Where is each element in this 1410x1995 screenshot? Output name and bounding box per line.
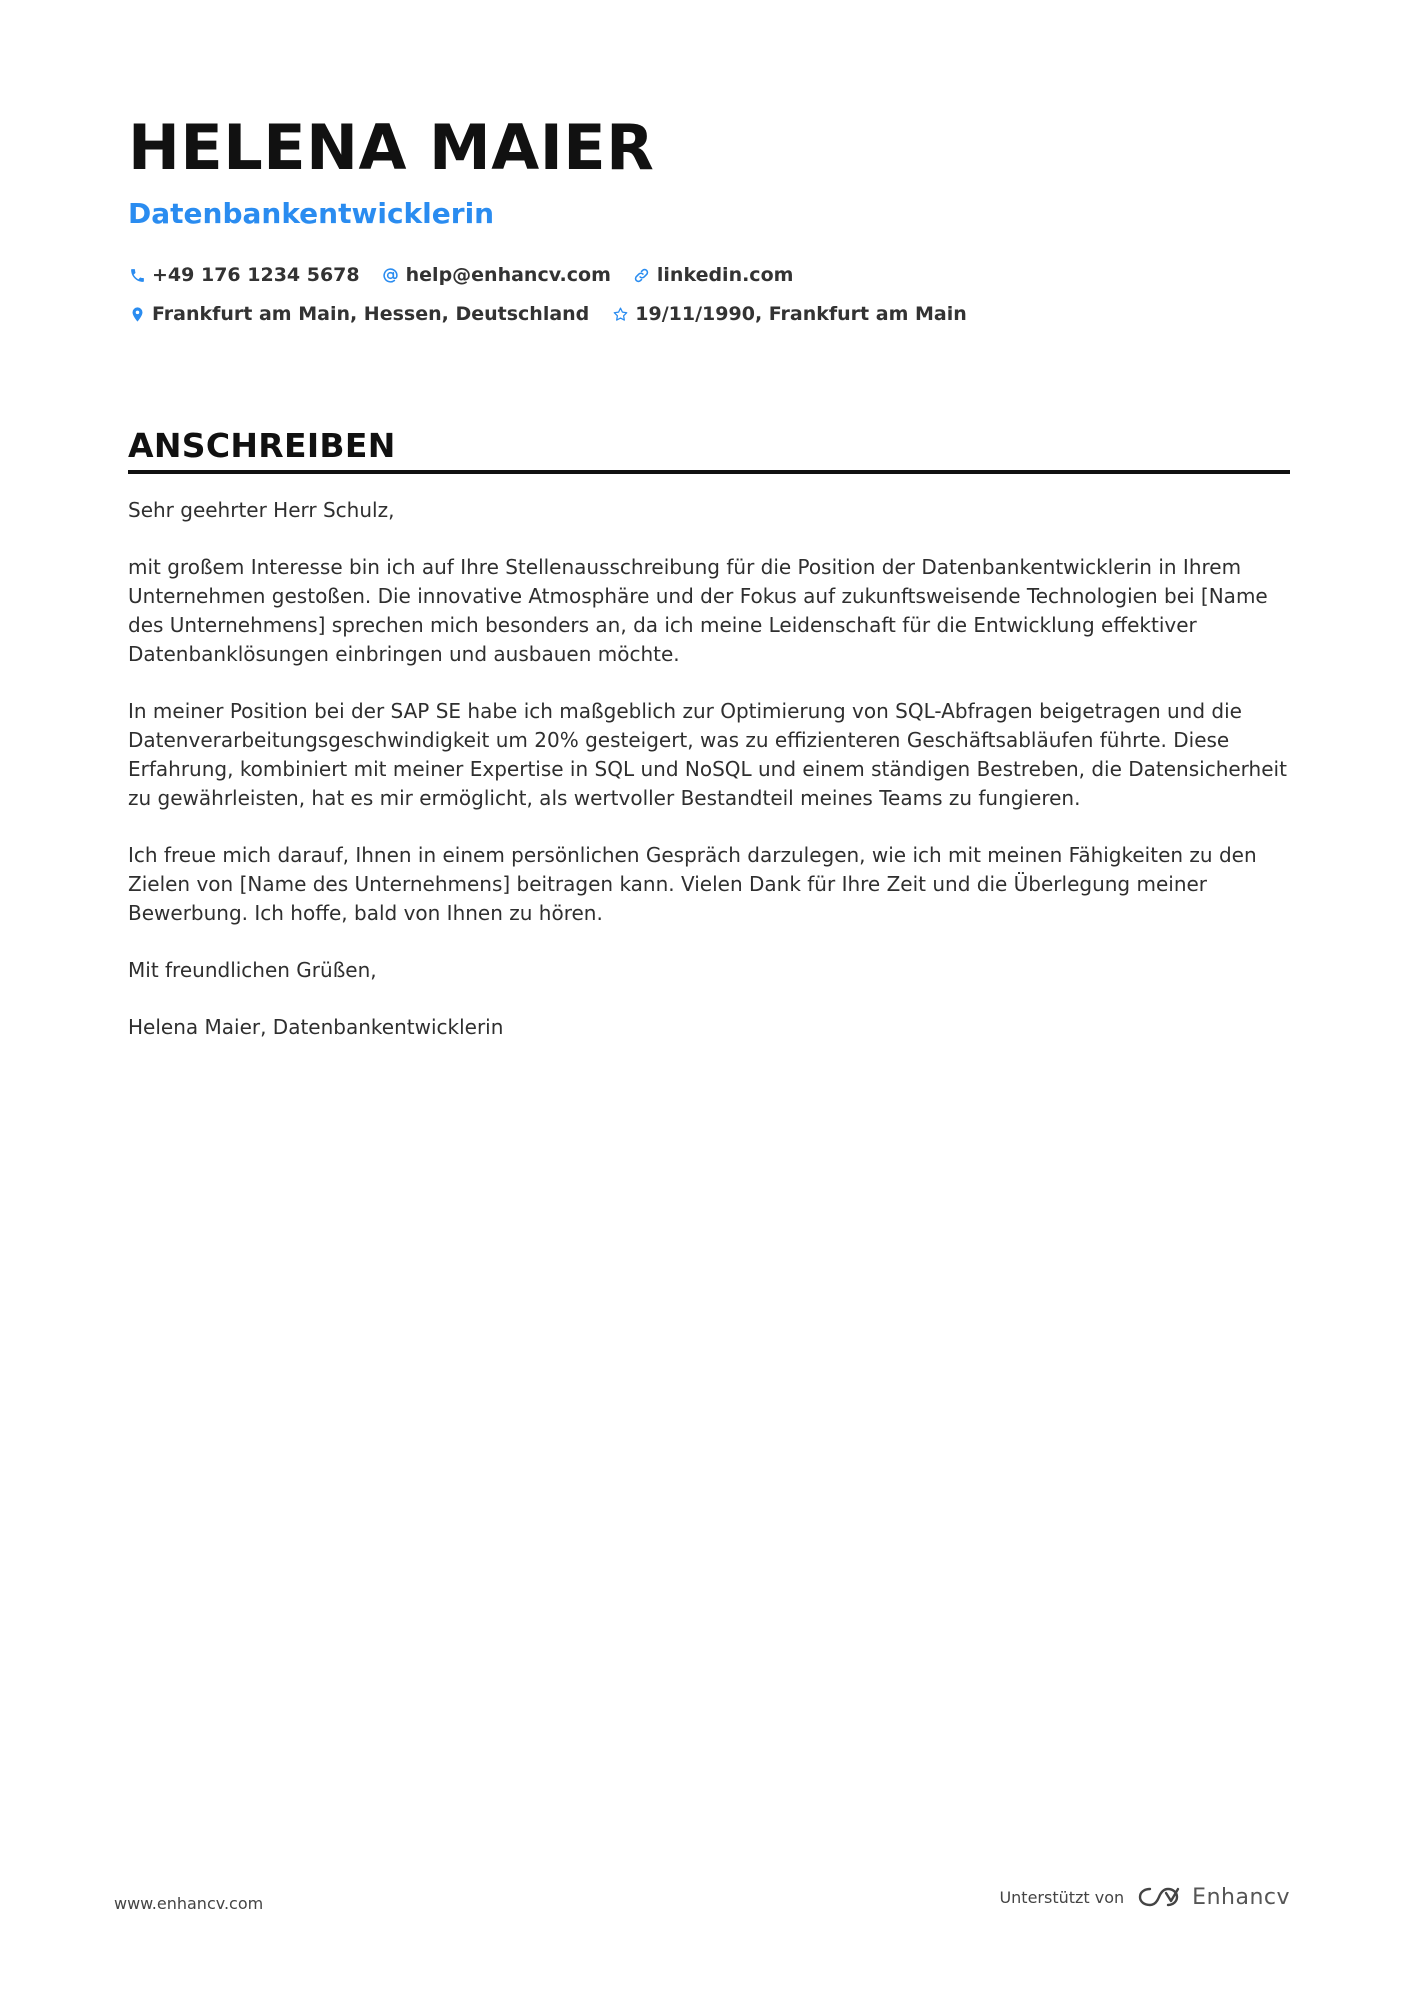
contact-linkedin[interactable] [633, 256, 794, 295]
contact-birth [611, 295, 966, 334]
letter-signature: Helena Maier, Datenbankentwicklerin [128, 1015, 504, 1039]
enhancv-logo-icon [1136, 1884, 1182, 1910]
letter-salutation: Sehr geehrter Herr Schulz, [128, 498, 395, 522]
candidate-name: HELENA MAIER [128, 111, 655, 184]
footer-branding [999, 1884, 1290, 1910]
letter-paragraph: mit großem Interesse bin ich auf Ihre Stellenausschreibung für die Position der Datenbankentwicklerin in Ihrem Unternehmen gestoßen. Die innovative Atmosphäre und der Fokus auf zukunftsweisende Technologien bei [Name des Unternehmens] sprechen mich besonders an, da ich meine Leidenschaft für die Entwicklung effektiver Datenbanklösungen einbringen und ausbauen möchte. [128, 555, 1268, 666]
contact-email[interactable] [382, 256, 611, 295]
location-pin-icon [128, 306, 146, 324]
contact-birth-text: 19/11/1990, Frankfurt am Main [635, 303, 967, 325]
contact-list [128, 256, 1290, 334]
at-icon [382, 267, 400, 285]
cover-letter-body [128, 496, 1290, 1042]
letter-paragraph: In meiner Position bei der SAP SE habe ich maßgeblich zur Optimierung von SQL-Abfragen beigetragen und die Datenverarbeitungsgeschwindigkeit um 20% gesteigert, was zu effizienteren Geschäftsabläufen führte. Diese Erfahrung, kombiniert mit meiner Expertise in SQL und NoSQL und einem ständigen Bestreben, die Datensicherheit zu gewährleisten, hat es mir ermöglicht, als wertvoller Bestandteil meines Teams zu fungieren. [128, 699, 1287, 810]
star-icon [611, 306, 629, 324]
section-divider [128, 470, 1290, 474]
job-title: Datenbankentwicklerin [128, 197, 495, 230]
footer-brand-name: Enhancv [1192, 1884, 1290, 1910]
section-title: ANSCHREIBEN [128, 426, 396, 465]
link-icon [633, 267, 651, 285]
contact-location-text: Frankfurt am Main, Hessen, Deutschland [152, 303, 590, 325]
phone-icon [128, 267, 146, 285]
contact-location [128, 295, 589, 334]
letter-paragraph: Ich freue mich darauf, Ihnen in einem persönlichen Gespräch darzulegen, wie ich mit meinen Fähigkeiten zu den Zielen von [Name des Unternehmens] beitragen kann. Vielen Dank für Ihre Zeit und die Überlegung meiner Bewerbung. Ich hoffe, bald von Ihnen zu hören. [128, 843, 1257, 925]
contact-linkedin-text: linkedin.com [656, 264, 794, 286]
contact-phone-text: +49 176 1234 5678 [152, 264, 360, 286]
contact-phone [128, 256, 360, 295]
footer-website[interactable]: www.enhancv.com [114, 1894, 264, 1913]
contact-email-text: help@enhancv.com [405, 264, 611, 286]
resume-page [128, 110, 1290, 1070]
footer-powered-by: Unterstützt von [999, 1887, 1125, 1907]
letter-closing: Mit freundlichen Grüßen, [128, 958, 377, 982]
